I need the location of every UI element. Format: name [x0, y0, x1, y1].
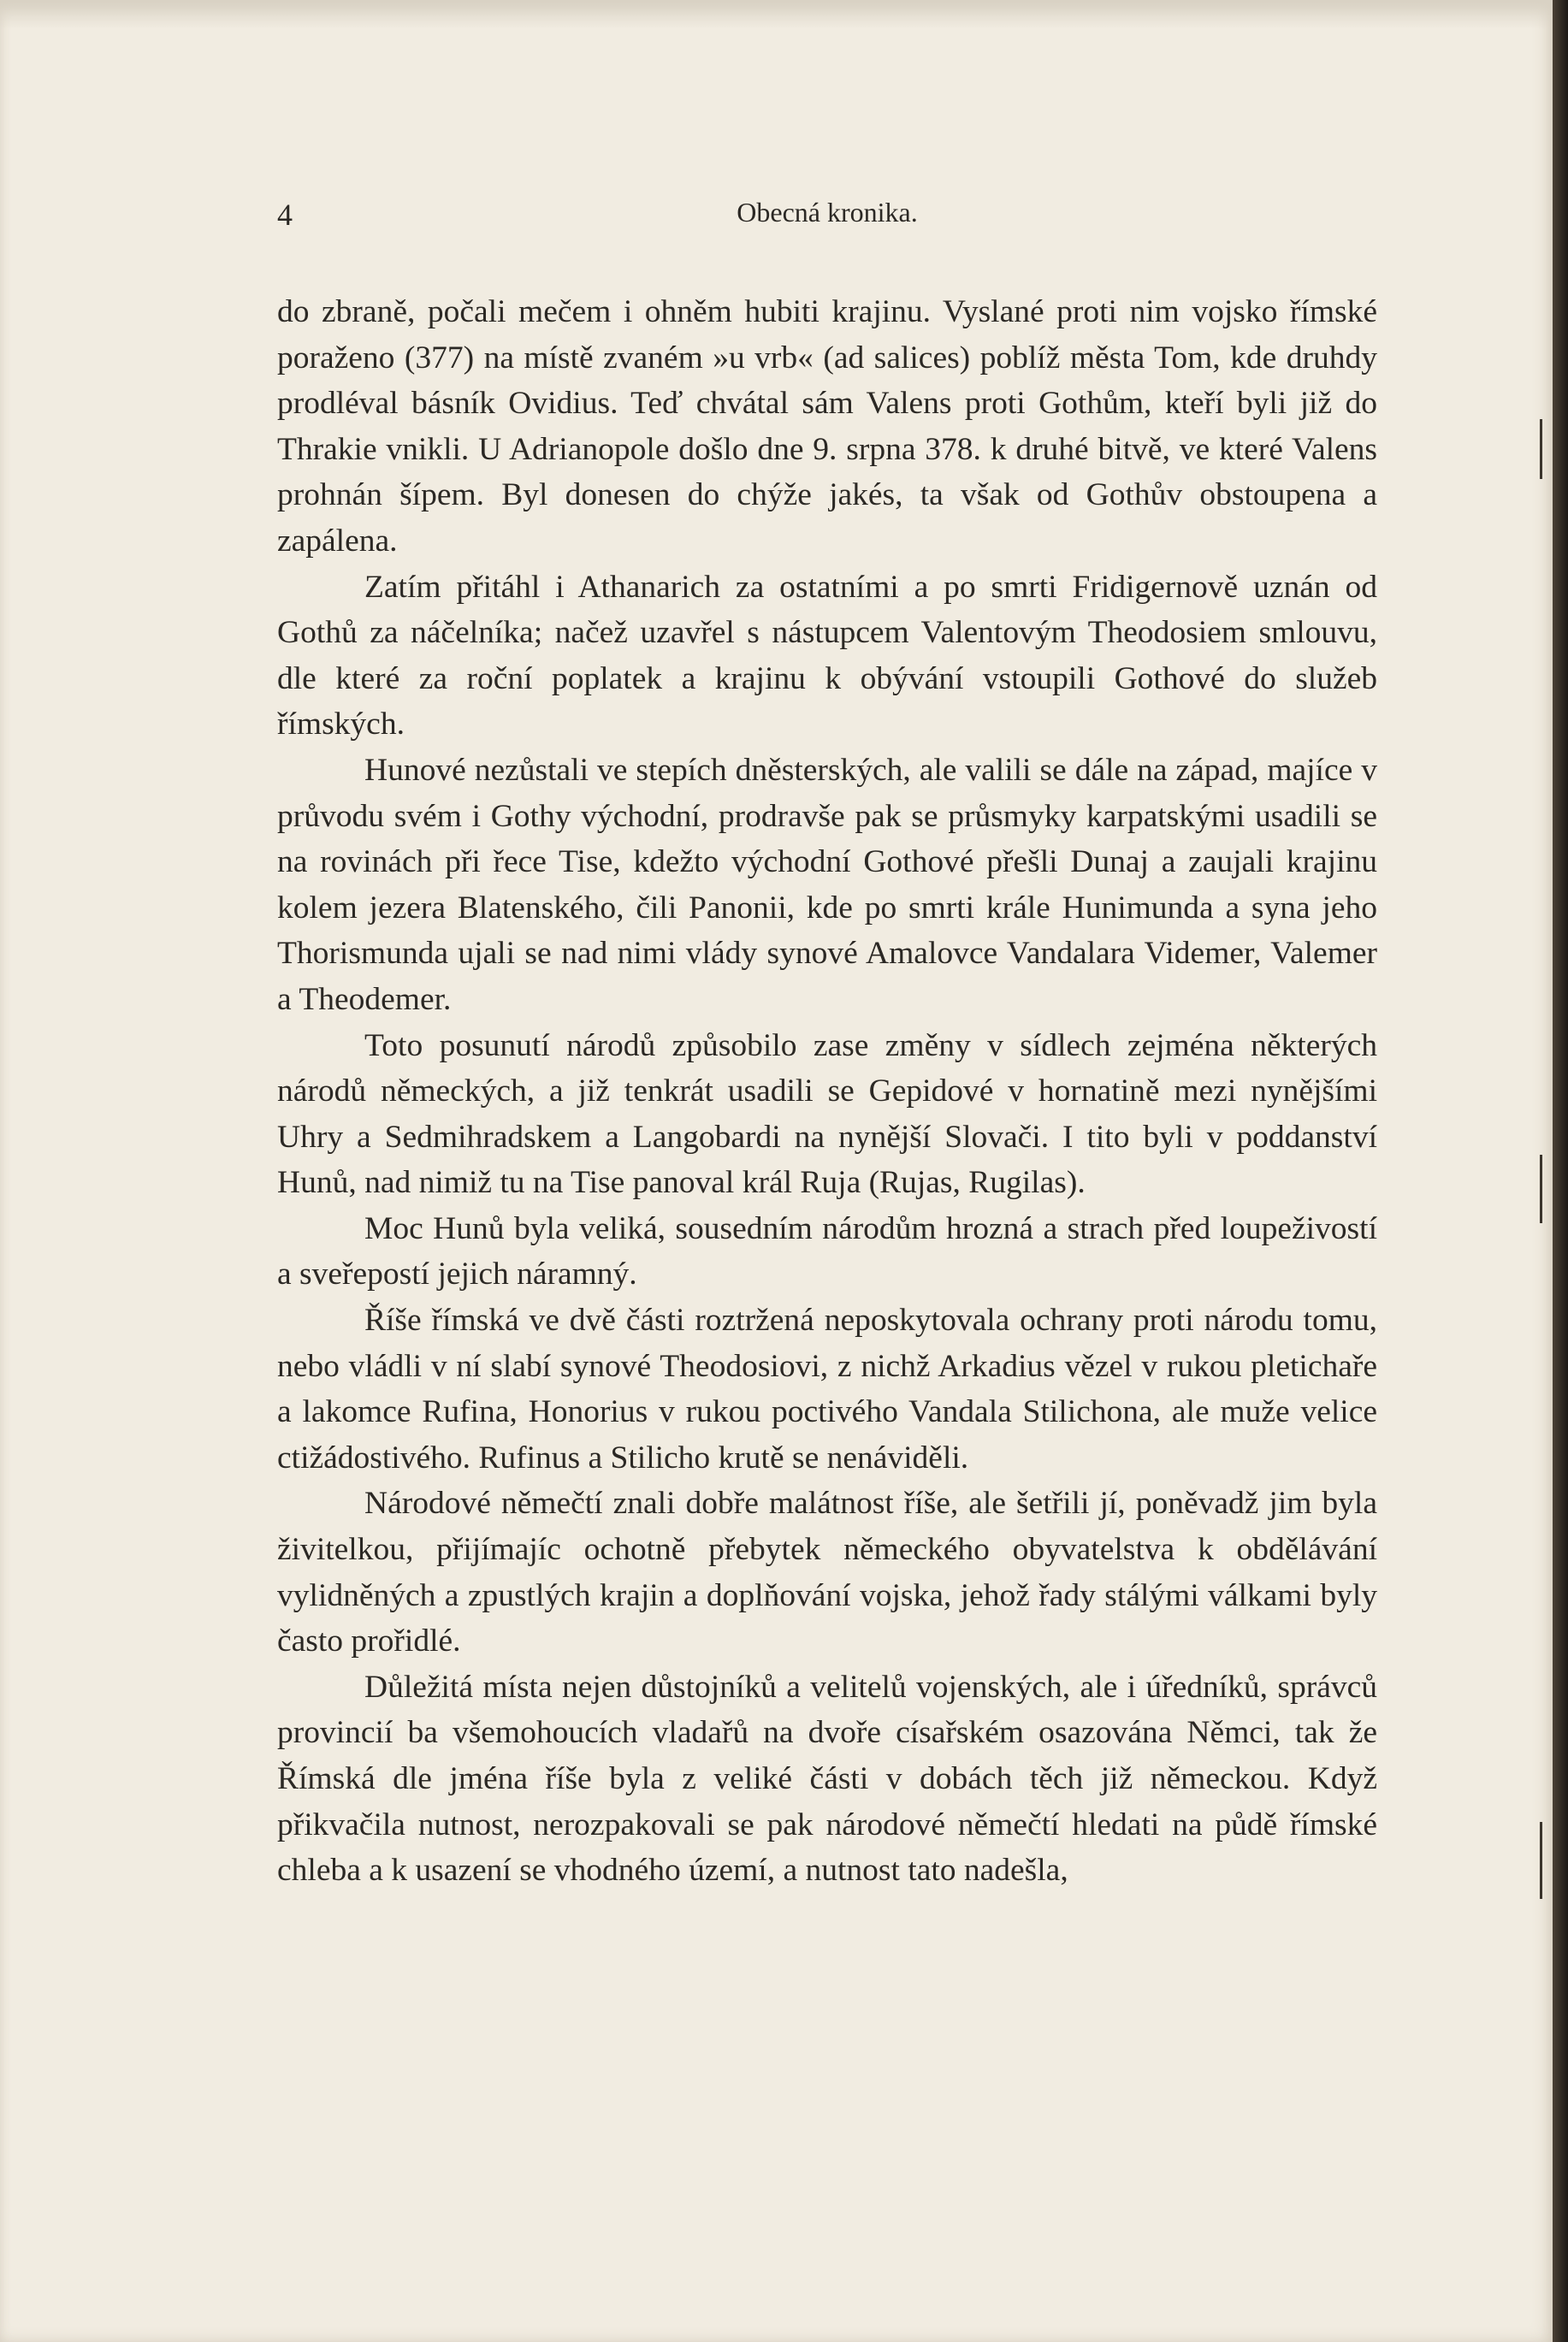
page-number: 4 [277, 198, 293, 232]
paragraph: Zatím přitáhl i Athanarich za ostatními a po smrti Fridigernově uznán od Gothů za náčelníka; načež uzavřel s nástupcem Valentovým Theodosiem smlouvu, dle které za roční poplatek a krajinu k obývání vstoupili Gothové do služeb římských. [277, 569, 1377, 742]
body-text [277, 289, 1377, 1894]
paragraph: Národové němečtí znali dobře malátnost říše, ale šetřili jí, poněvadž jim byla živitelkou, přijímajíc ochotně přebytek německého obyvatelstva k obdělávání vylidněných a zpustlých krajin a doplňování vojska, jehož řady stálými válkami byly často prořidlé. [277, 1486, 1377, 1659]
paragraph: Důležitá místa nejen důstojníků a velitelů vojenských, ale i úředníků, správců provincií ba všemohoucích vladařů na dvoře císařském osazována Němci, tak že Římská dle jména říše byla z veliké části v dobách těch již německou. Když přikvačila nutnost, nerozpakovali se pak národové němečtí hledati na půdě římské chleba a k usazení se vhodného území, a nutnost tato nadešla, [277, 1669, 1377, 1889]
page-header [277, 190, 1377, 238]
margin-mark [1540, 1822, 1542, 1899]
paragraph: Říše římská ve dvě části roztržená neposkytovala ochrany proti národu tomu, nebo vládli v ní slabí synové Theodosiovi, z nichž Arkadius vězel v rukou pletichaře a lakomce Rufina, Honorius v rukou poctivého Vandala Stilichona, ale muže velice ctižádostivého. Rufinus a Stilicho krutě se nenáviděli. [277, 1303, 1377, 1476]
paragraph: Toto posunutí národů způsobilo zase změny v sídlech zejména některých národů německých, a již tenkrát usadili se Gepidové v hornatině mezi nynějšími Uhry a Sedmihradskem a Langobardi na nynější Slovači. I tito byli v poddanství Hunů, nad nimiž tu na Tise panoval král Ruja (Rujas, Rugilas). [277, 1027, 1377, 1201]
margin-mark [1540, 419, 1542, 479]
page-top-shadow [0, 0, 1553, 29]
paragraph: Moc Hunů byla veliká, sousedním národům hrozná a strach před loupeživostí a sveřepostí jejich náramný. [277, 1210, 1377, 1292]
paragraph: do zbraně, počali mečem i ohněm hubiti krajinu. Vyslané proti nim vojsko římské poraženo (377) na místě zvaném »u vrb« (ad salices) poblíž města Tom, kde druhdy prodléval básník Ovidius. Teď chvátal sám Valens proti Gothům, kteří byli již do Thrakie vnikli. U Adrianopole došlo dne 9. srpna 378. k druhé bitvě, ve které Valens prohnán šípem. Byl donesen do chýže jakés, ta však od Gothův obstoupena a zapálena. [277, 294, 1377, 559]
page-edge [1553, 0, 1568, 2342]
paragraph: Hunové nezůstali ve stepích dněsterských, ale valili se dále na západ, majíce v průvodu svém i Gothy východní, prodravše pak se průsmyky karpatskými usadili se na rovinách při řece Tise, kdežto východní Gothové přešli Dunaj a zaujali krajinu kolem jezera Blatenského, čili Panonii, kde po smrti krále Hunimunda a syna jeho Thorismunda ujali se nad nimi vlády synové Amalovce Vandalara Videmer, Valemer a Theodemer. [277, 752, 1377, 1017]
running-title: Obecná kronika. [737, 197, 918, 228]
margin-mark [1540, 1155, 1542, 1223]
